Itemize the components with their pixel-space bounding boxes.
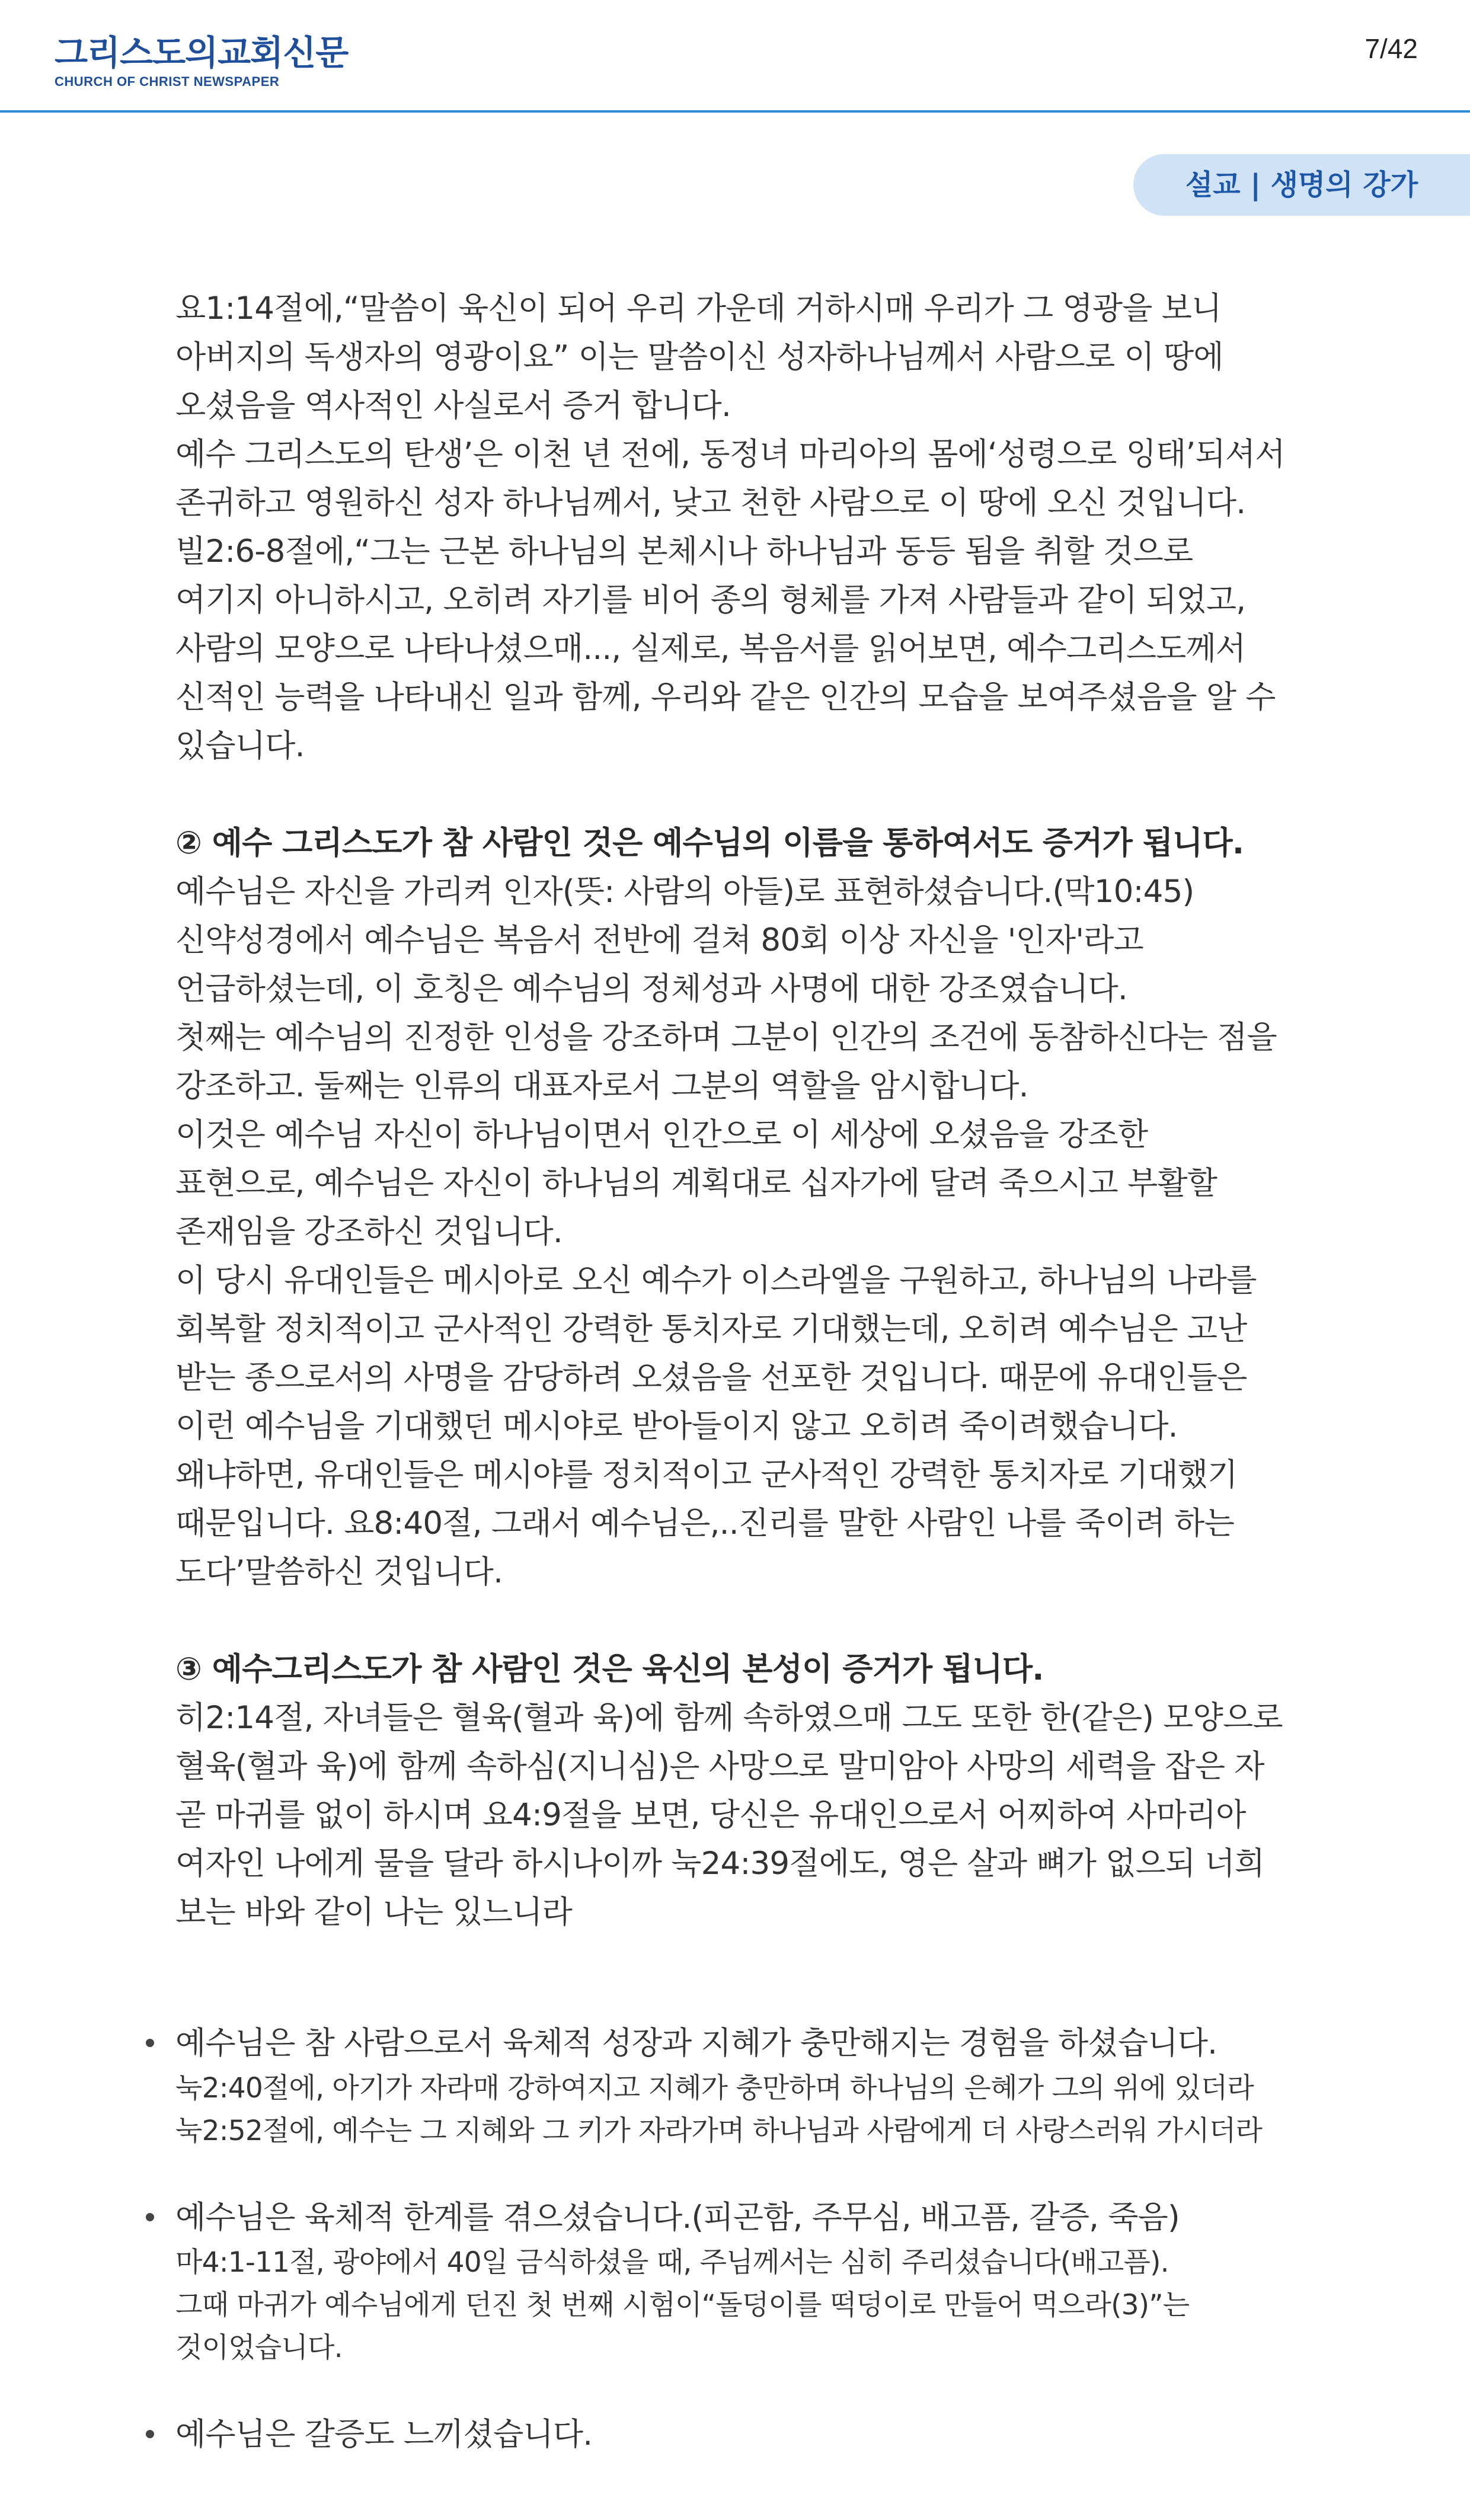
text-line: 받는 종으로서의 사명을 감당하려 오셨음을 선포한 것입니다. 때문에 유대인들은 xyxy=(175,1360,1247,1396)
text-line: 보는 바와 같이 나는 있느니라 xyxy=(175,1894,572,1930)
section-heading: ② 예수 그리스도가 참 사람인 것은 예수님의 이름을 통하여서도 증거가 됩니다. xyxy=(175,825,1244,861)
text-line: 강조하고. 둘째는 인류의 대표자로서 그분의 역할을 암시합니다. xyxy=(175,1068,1028,1104)
article-body xyxy=(175,284,1302,1937)
paragraph xyxy=(175,819,1302,1597)
text-line: 아버지의 독생자의 영광이요” 이는 말씀이신 성자하나님께서 사람으로 이 땅에 xyxy=(175,339,1223,375)
section-heading: ③ 예수그리스도가 참 사람인 것은 육신의 본성이 증거가 됩니다. xyxy=(175,1651,1044,1687)
text-line: 예수님은 자신을 가리켜 인자(뜻: 사람의 아들)로 표현하셨습니다.(막10:45) xyxy=(175,874,1194,910)
bullet-text: 예수님은 참 사람으로서 육체적 성장과 지혜가 충만해지는 경험을 하셨습니다. xyxy=(175,2025,1217,2061)
text-line: 있습니다. xyxy=(175,728,305,764)
text-line: 첫째는 예수님의 진정한 인성을 강조하며 그분이 인간의 조건에 동참하신다는 점을 xyxy=(175,1019,1277,1056)
bullet-subtext: 마4:1-11절, 광야에서 40일 금식하셨을 때, 주님께서는 심히 주리셨습니다(배고픔). xyxy=(175,2246,1169,2279)
text-line: 여기지 아니하시고, 오히려 자기를 비어 종의 형체를 가져 사람들과 같이 되었고, xyxy=(175,582,1246,618)
section-tab xyxy=(1133,154,1470,216)
text-line: 신적인 능력을 나타내신 일과 함께, 우리와 같은 인간의 모습을 보여주셨음을 알 수 xyxy=(175,679,1276,715)
text-line: 혈육(혈과 육)에 함께 속하심(지니심)은 사망으로 말미암아 사망의 세력을 잡은 자 xyxy=(175,1748,1264,1785)
page-header xyxy=(0,0,1470,111)
text-line: 곧 마귀를 없이 하시며 요4:9절을 보면, 당신은 유대인으로서 어찌하여 사마리아 xyxy=(175,1797,1246,1833)
bullet-subtext: 것이었습니다. xyxy=(175,2332,343,2364)
list-item xyxy=(175,2411,1302,2458)
bullet-text: 예수님은 갈증도 느끼셨습니다. xyxy=(175,2416,593,2452)
text-line: 왜냐하면, 유대인들은 메시야를 정치적이고 군사적인 강력한 통치자로 기대했기 xyxy=(175,1457,1238,1493)
text-line: 이것은 예수님 자신이 하나님이면서 인간으로 이 세상에 오셨음을 강조한 xyxy=(175,1117,1148,1153)
bullet-dot-icon xyxy=(146,2430,154,2438)
bullet-dot-icon xyxy=(146,2213,154,2221)
text-line: 존귀하고 영원하신 성자 하나님께서, 낮고 천한 사람으로 이 땅에 오신 것입니다. xyxy=(175,485,1246,521)
logo-title: 그리스도의교회신문 xyxy=(55,33,349,73)
paragraph xyxy=(175,284,1302,770)
bullet-subtext: 눅2:40절에, 아기가 자라매 강하여지고 지혜가 충만하며 하나님의 은혜가 그의 위에 있더라 xyxy=(175,2072,1254,2105)
bullet-subtext: 그때 마귀가 예수님에게 던진 첫 번째 시험이“돌덩이를 떡덩이로 만들어 먹으라(3)”는 xyxy=(175,2289,1190,2321)
text-line: 때문입니다. 요8:40절, 그래서 예수님은,..진리를 말한 사람인 나를 죽이려 하는 xyxy=(175,1505,1234,1542)
text-line: 사람의 모양으로 나타나셨으매..., 실제로, 복음서를 읽어보면, 예수그리스도께서 xyxy=(175,631,1246,667)
text-line: 언급하셨는데, 이 호칭은 예수님의 정체성과 사명에 대한 강조였습니다. xyxy=(175,971,1127,1007)
text-line: 히2:14절, 자녀들은 혈육(혈과 육)에 함께 속하였으매 그도 또한 한(같은) 모양으로 xyxy=(175,1700,1283,1736)
text-line: 예수 그리스도의 탄생’은 이천 년 전에, 동정녀 마리아의 몸에‘성령으로 잉태’되셔서 xyxy=(175,436,1285,472)
bullet-text: 예수님은 육체적 한계를 겪으셨습니다.(피곤함, 주무심, 배고픔, 갈증, 죽음) xyxy=(175,2199,1180,2236)
text-line: 요1:14절에,“말씀이 육신이 되어 우리 가운데 거하시매 우리가 그 영광을 보니 xyxy=(175,290,1222,327)
text-line: 도다’말씀하신 것입니다. xyxy=(175,1554,503,1590)
text-line: 이 당시 유대인들은 메시아로 오신 예수가 이스라엘을 구원하고, 하나님의 나라를 xyxy=(175,1262,1257,1299)
header-divider xyxy=(0,110,1470,113)
text-line: 오셨음을 역사적인 사실로서 증거 합니다. xyxy=(175,388,731,424)
bullet-list xyxy=(175,2020,1302,2458)
list-item xyxy=(175,2194,1302,2369)
text-line: 회복할 정치적이고 군사적인 강력한 통치자로 기대했는데, 오히려 예수님은 고난 xyxy=(175,1311,1247,1347)
paragraph xyxy=(175,1645,1302,1937)
text-line: 표현으로, 예수님은 자신이 하나님의 계획대로 십자가에 달려 죽으시고 부활할 xyxy=(175,1165,1217,1201)
page-number: 7/42 xyxy=(1364,33,1418,64)
logo-subtitle: CHURCH OF CHRIST NEWSPAPER xyxy=(55,74,280,89)
text-line: 이런 예수님을 기대했던 메시야로 받아들이지 않고 오히려 죽이려했습니다. xyxy=(175,1408,1178,1444)
text-line: 신약성경에서 예수님은 복음서 전반에 걸쳐 80회 이상 자신을 '인자'라고 xyxy=(175,922,1143,958)
newspaper-logo[interactable] xyxy=(55,33,348,90)
text-line: 빌2:6-8절에,“그는 근본 하나님의 본체시나 하나님과 동등 됨을 취할 것으로 xyxy=(175,533,1193,570)
section-tab-label: 설교 | 생명의 강가 xyxy=(1185,168,1418,202)
text-line: 여자인 나에게 물을 달라 하시나이까 눅24:39절에도, 영은 살과 뼈가 없으되 너희 xyxy=(175,1846,1265,1882)
bullet-dot-icon xyxy=(146,2039,154,2047)
list-item xyxy=(175,2020,1302,2153)
bullet-subtext: 눅2:52절에, 예수는 그 지혜와 그 키가 자라가며 하나님과 사람에게 더 사랑스러워 가시더라 xyxy=(175,2115,1263,2147)
text-line: 존재임을 강조하신 것입니다. xyxy=(175,1214,563,1250)
